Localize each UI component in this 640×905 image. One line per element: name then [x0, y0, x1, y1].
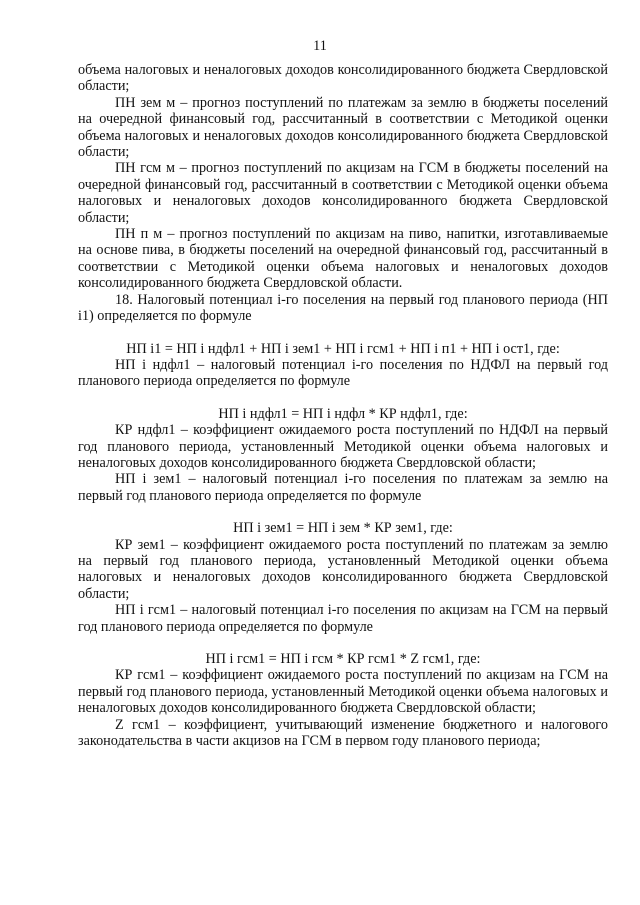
- paragraph: НП i гсм1 – налоговый потенциал i-го поселения по акцизам на ГСМ на первый год планового периода определяется по формуле: [78, 602, 608, 635]
- paragraph: КР ндфл1 – коэффициент ожидаемого роста поступлений по НДФЛ на первый год планового периода, установленный Методикой оценки объема налоговых и неналоговых доходов консолидированного бюджета Свердловской области;: [78, 422, 608, 471]
- formula: НП i1 = НП i ндфл1 + НП i зем1 + НП i гсм1 + НП i п1 + НП i ост1, где:: [126, 340, 560, 357]
- paragraph: объема налоговых и неналоговых доходов консолидированного бюджета Свердловской области;: [78, 62, 608, 95]
- paragraph: КР гсм1 – коэффициент ожидаемого роста поступлений по акцизам на ГСМ на первый год планового периода, установленный Методикой оценки объема налоговых и неналоговых доходов консолидированного бюджета Свердловской области;: [78, 667, 608, 717]
- document-body: [78, 62, 608, 749]
- page-number: 11: [313, 38, 327, 54]
- paragraph: ПН п м – прогноз поступлений по акцизам на пиво, напитки, изготавливаемые на основе пива, в бюджеты поселений на очередной финансовый год, рассчитанный в соответствии с Методикой оценки объема налоговых и неналоговых доходов консолидированного бюджета Свердловской области.: [78, 226, 608, 292]
- paragraph: НП i зем1 – налоговый потенциал i-го поселения по платежам за землю на первый год планового периода определяется по формуле: [78, 471, 608, 504]
- paragraph: 18. Налоговый потенциал i-го поселения на первый год планового периода (НП i1) определяется по формуле: [78, 291, 608, 325]
- paragraph: НП i ндфл1 – налоговый потенциал i-го поселения по НДФЛ на первый год планового периода определяется по формуле: [78, 356, 608, 390]
- paragraph: ПН зем м – прогноз поступлений по платежам за землю в бюджеты поселений на очередной финансовый год, рассчитанный в соответствии с Методикой оценки объема налоговых и неналоговых доходов консолидированного бюджета Свердловской области;: [78, 94, 608, 161]
- paragraph: ПН гсм м – прогноз поступлений по акцизам на ГСМ в бюджеты поселений на очередной финансовый год, рассчитанный в соответствии с Методикой оценки объема налоговых и неналоговых доходов консолидированного бюджета Свердловской области;: [78, 160, 608, 226]
- paragraph: КР зем1 – коэффициент ожидаемого роста поступлений по платежам за землю на первый год планового периода, установленный Методикой оценки объема налоговых и неналоговых доходов консолидированного бюджета Свердловской области;: [78, 536, 608, 602]
- formula: НП i гсм1 = НП i гсм * КР гсм1 * Z гсм1, где:: [205, 651, 481, 667]
- formula: НП i зем1 = НП i зем * КР зем1, где:: [233, 520, 453, 537]
- formula: НП i ндфл1 = НП i ндфл * КР ндфл1, где:: [218, 405, 468, 422]
- paragraph: Z гсм1 – коэффициент, учитывающий изменение бюджетного и налогового законодательства в части акцизов на ГСМ в первом году планового периода;: [78, 716, 608, 750]
